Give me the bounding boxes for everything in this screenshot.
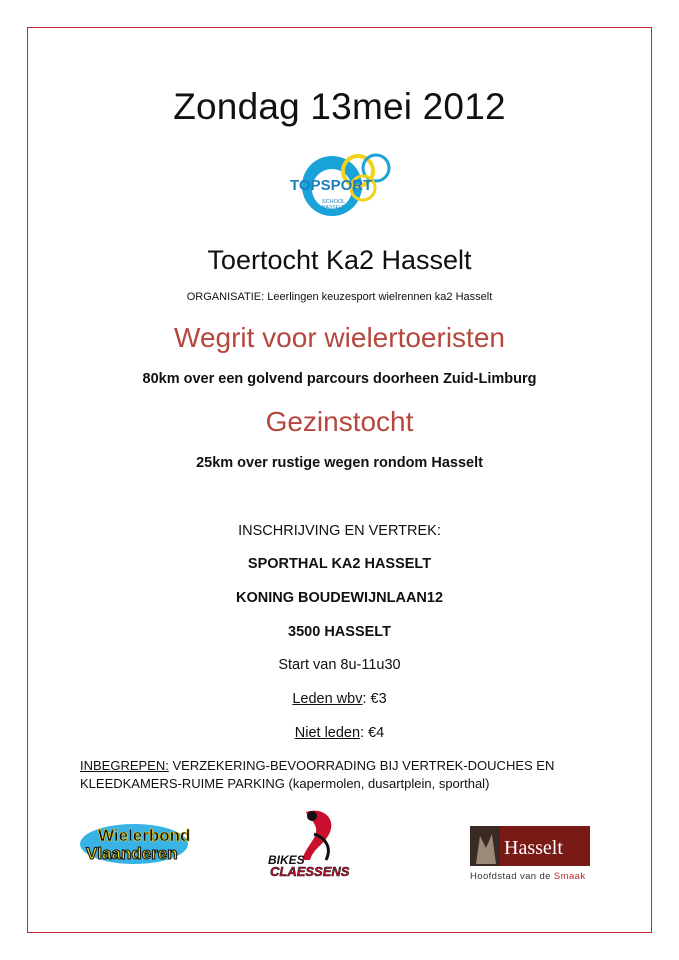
bikes-claessens-logo (266, 808, 390, 880)
event-title: Toertocht Ka2 Hasselt (207, 245, 472, 275)
svg-text:CLAESSENS: CLAESSENS (270, 864, 350, 879)
venue-city: 3500 HASSELT (288, 624, 391, 640)
svg-text:Hasselt: Hasselt (504, 837, 563, 859)
topsport-school-logo (288, 150, 394, 222)
svg-text:Vlaanderen: Vlaanderen (86, 844, 178, 863)
included-text: VERZEKERING-BEVOORRADING BIJ VERTREK-DOUCHES EN KLEEDKAMERS-RUIME PARKING (kapermolen, dusartplein, sporthal) (80, 758, 555, 791)
included-services (80, 757, 580, 793)
event-date: Zondag 13mei 2012 (173, 86, 506, 127)
route-description-wegrit: 80km over een golvend parcours doorheen Zuid-Limburg (142, 371, 537, 387)
registration-heading: INSCHRIJVING EN VERTREK: (238, 523, 441, 539)
included-label: INBEGREPEN: (80, 758, 169, 773)
price-members (0, 691, 679, 707)
svg-text:HASSELT: HASSELT (322, 205, 345, 211)
price-nonmembers-label: Niet leden (294, 725, 361, 741)
svg-text:TOPSPORT: TOPSPORT (290, 177, 373, 194)
price-nonmembers-amount: : €4 (360, 725, 385, 741)
route-heading-gezinstocht: Gezinstocht (265, 406, 414, 437)
hasselt-city-logo (468, 826, 592, 884)
venue-name: SPORTHAL KA2 HASSELT (247, 556, 432, 572)
route-heading-wegrit: Wegrit voor wielertoeristen (174, 322, 505, 353)
price-nonmembers (0, 725, 679, 741)
organisation-line: ORGANISATIE: Leerlingen keuzesport wielrennen ka2 Hasselt (186, 291, 493, 303)
start-time: Start van 8u-11u30 (278, 657, 401, 673)
route-description-gezinstocht: 25km over rustige wegen rondom Hasselt (196, 455, 483, 471)
venue-street: KONING BOUDEWIJNLAAN12 (235, 590, 444, 606)
svg-text:Wielerbond: Wielerbond (98, 826, 190, 845)
svg-text:SCHOOL: SCHOOL (322, 199, 346, 205)
wielerbond-vlaanderen-logo (78, 822, 190, 866)
price-members-label: Leden wbv (292, 691, 363, 707)
price-members-amount: : €3 (362, 691, 387, 707)
svg-text:BIKES: BIKES (268, 853, 305, 867)
svg-text:Hoofdstad van de Smaak: Hoofdstad van de Smaak (470, 871, 586, 882)
